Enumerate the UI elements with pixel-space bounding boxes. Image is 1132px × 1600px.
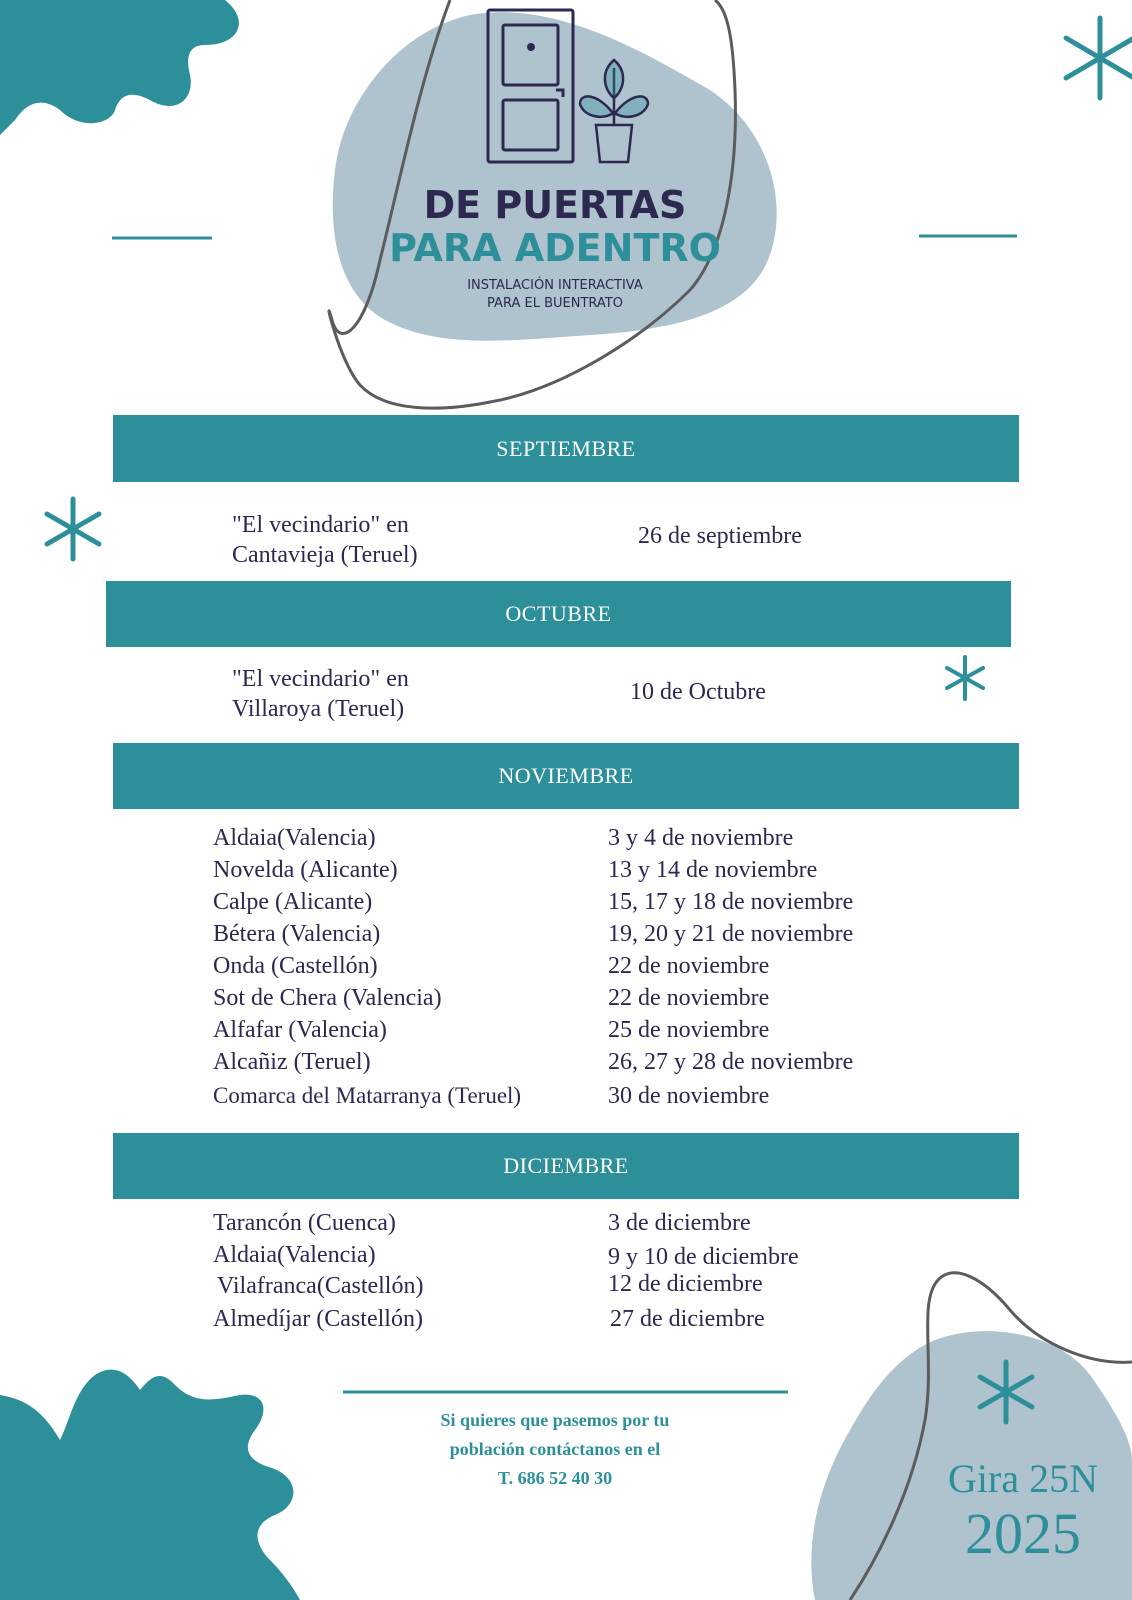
event-date: 15, 17 y 18 de noviembre <box>608 889 854 915</box>
month-header-noviembre: NOVIEMBRE <box>113 743 1019 809</box>
event-place: Tarancón (Cuenca) <box>213 1210 396 1236</box>
event-date: 19, 20 y 21 de noviembre <box>608 921 854 947</box>
event-place: Calpe (Alicante) <box>213 889 373 915</box>
event-place: Sot de Chera (Valencia) <box>213 985 442 1011</box>
event-date: 3 y 4 de noviembre <box>608 825 794 851</box>
event-place: Alcañiz (Teruel) <box>213 1049 371 1075</box>
event-date: 26, 27 y 28 de noviembre <box>608 1049 854 1075</box>
contact-line1: Si quieres que pasemos por tu <box>440 1410 670 1430</box>
event-date: 9 y 10 de diciembre <box>608 1244 799 1270</box>
event-date: 12 de diciembre <box>608 1271 763 1297</box>
event-date: 30 de noviembre <box>608 1083 770 1109</box>
event-place: Aldaia(Valencia) <box>213 825 376 851</box>
event-date: 10 de Octubre <box>630 679 766 705</box>
month-header-octubre: OCTUBRE <box>106 581 1011 647</box>
asterisk-icon <box>947 657 983 699</box>
flower-blob-icon <box>0 1370 300 1600</box>
event-place: Novelda (Alicante) <box>213 857 398 883</box>
event-place: Vilafranca(Castellón) <box>217 1273 424 1299</box>
tour-name: Gira 25N <box>948 1456 1098 1501</box>
event-date: 22 de noviembre <box>608 985 770 1011</box>
tour-year: 2025 <box>965 1501 1081 1566</box>
event-date: 26 de septiembre <box>638 523 802 549</box>
logo-subtitle-line1: INSTALACIÓN INTERACTIVA <box>467 278 643 293</box>
event-place: Onda (Castellón) <box>213 953 378 979</box>
flower-blob-icon <box>0 0 239 135</box>
asterisk-icon <box>1066 18 1132 98</box>
contact-phone: T. 686 52 40 30 <box>497 1468 613 1488</box>
event-date: 13 y 14 de noviembre <box>608 857 818 883</box>
event-place-line1: "El vecindario" en <box>232 512 409 538</box>
asterisk-icon <box>47 499 99 559</box>
event-date: 3 de diciembre <box>608 1210 751 1236</box>
logo-title-line1: DE PUERTAS <box>423 183 687 227</box>
event-place <box>232 664 409 724</box>
event-place: Almedíjar (Castellón) <box>213 1306 423 1332</box>
event-date: 22 de noviembre <box>608 953 770 979</box>
event-place-line2: Cantavieja (Teruel) <box>232 542 418 568</box>
contact-line2: población contáctanos en el <box>449 1439 661 1459</box>
event-place: Aldaia(Valencia) <box>213 1242 376 1268</box>
event-date: 27 de diciembre <box>610 1306 765 1332</box>
logo-subtitle-line2: PARA EL BUENTRATO <box>487 296 623 311</box>
event-place <box>232 510 418 570</box>
month-header-septiembre: SEPTIEMBRE <box>113 415 1019 482</box>
event-date: 25 de noviembre <box>608 1017 770 1043</box>
event-place-line1: "El vecindario" en <box>232 666 409 692</box>
logo-title-line2: PARA ADENTRO <box>389 226 721 270</box>
event-place: Alfafar (Valencia) <box>213 1017 387 1043</box>
event-place: Comarca del Matarranya (Teruel) <box>213 1083 522 1108</box>
event-place: Bétera (Valencia) <box>213 921 381 947</box>
event-place-line2: Villaroya (Teruel) <box>232 696 405 722</box>
month-header-diciembre: DICIEMBRE <box>113 1133 1019 1199</box>
contact-info <box>340 1406 770 1493</box>
